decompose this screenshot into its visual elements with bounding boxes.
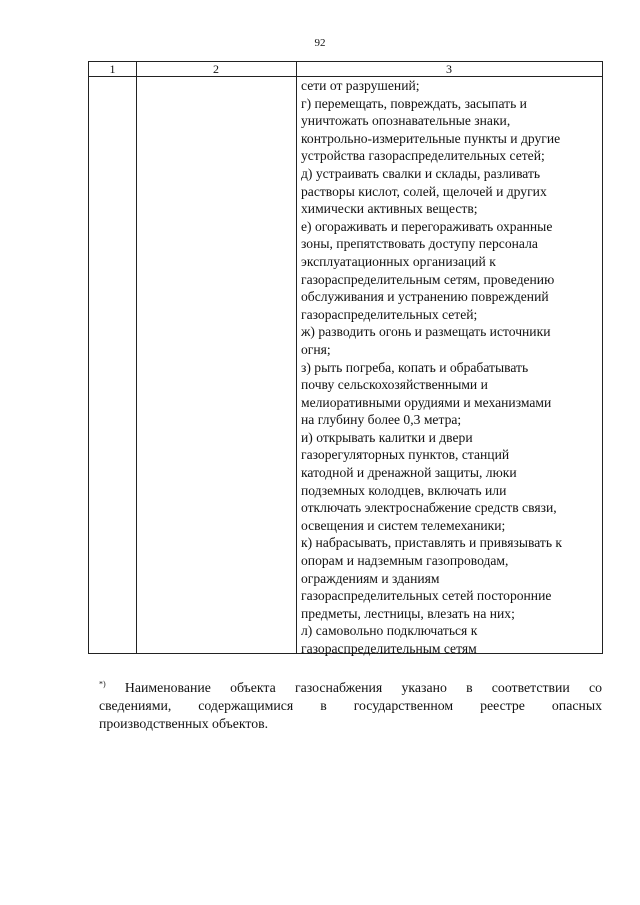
column-3-line: растворы кислот, солей, щелочей и других xyxy=(301,183,547,199)
column-3-line: е) огораживать и перегораживать охранные xyxy=(301,218,553,234)
footnote-line-2: сведениями, содержащимися в государственном реестре опасных xyxy=(99,698,602,713)
column-3-line: газораспределительным сетям, проведению xyxy=(301,271,555,287)
column-divider-1 xyxy=(136,62,137,653)
column-3-line: з) рыть погреба, копать и обрабатывать xyxy=(301,359,529,375)
column-header-3: 3 xyxy=(446,62,452,76)
column-3-line: подземных колодцев, включать или xyxy=(301,482,507,498)
page-number: 92 xyxy=(314,37,326,49)
column-3-line: устройства газораспределительных сетей; xyxy=(301,148,545,164)
column-3-line: огня; xyxy=(301,341,331,357)
column-3-line: катодной и дренажной защиты, люки xyxy=(301,465,517,481)
column-3-line: газораспределительных сетей посторонние xyxy=(301,588,552,604)
column-3-line: химически активных веществ; xyxy=(301,201,478,217)
column-3-line: газораспределительных сетей; xyxy=(301,306,478,322)
column-3-line: г) перемещать, повреждать, засыпать и xyxy=(301,95,527,111)
column-3-text xyxy=(301,77,601,658)
column-3-line: д) устраивать свалки и склады, разливать xyxy=(301,165,541,181)
column-3-line: контрольно-измерительные пункты и другие xyxy=(301,130,561,146)
column-3-line: л) самовольно подключаться к xyxy=(301,623,478,639)
column-3-line: опорам и надземным газопроводам, xyxy=(301,553,509,569)
column-3-line: почву сельскохозяйственными и xyxy=(301,377,488,393)
footnote xyxy=(99,679,602,733)
column-3-line: на глубину более 0,3 метра; xyxy=(301,412,462,428)
column-3-line: газораспределительным сетям xyxy=(301,641,477,656)
footnote-line-1-text: Наименование объекта газоснабжения указано в соответствии со xyxy=(124,680,603,695)
column-3-line: уничтожать опознавательные знаки, xyxy=(301,113,511,129)
column-3-line: зоны, препятствовать доступу персонала xyxy=(301,236,538,252)
column-header-1: 1 xyxy=(109,62,116,76)
column-divider-2 xyxy=(296,62,297,653)
column-3-line: эксплуатационных организаций к xyxy=(301,253,496,269)
column-3-line: освещения и систем телемеханики; xyxy=(301,517,506,533)
document-table xyxy=(88,61,603,654)
footnote-line-1 xyxy=(99,679,602,697)
column-3-line: обслуживания и устранению повреждений xyxy=(301,289,549,305)
column-3-line: мелиоративными орудиями и механизмами xyxy=(301,394,552,410)
footnote-marker: *) xyxy=(99,679,106,689)
footnote-line-3: производственных объектов. xyxy=(99,716,269,731)
column-3-line: сети от разрушений; xyxy=(301,78,420,93)
column-3-line: ж) разводить огонь и размещать источники xyxy=(301,324,551,340)
column-3-line: отключать электроснабжение средств связи, xyxy=(301,500,557,516)
column-header-2: 2 xyxy=(213,62,219,76)
column-3-line: и) открывать калитки и двери xyxy=(301,429,473,445)
column-3-line: газорегуляторных пунктов, станций xyxy=(301,447,510,463)
column-3-line: к) набрасывать, приставлять и привязывать к xyxy=(301,535,563,551)
column-3-line: предметы, лестницы, влезать на них; xyxy=(301,605,515,621)
column-3-line: ограждениям и зданиям xyxy=(301,570,440,586)
